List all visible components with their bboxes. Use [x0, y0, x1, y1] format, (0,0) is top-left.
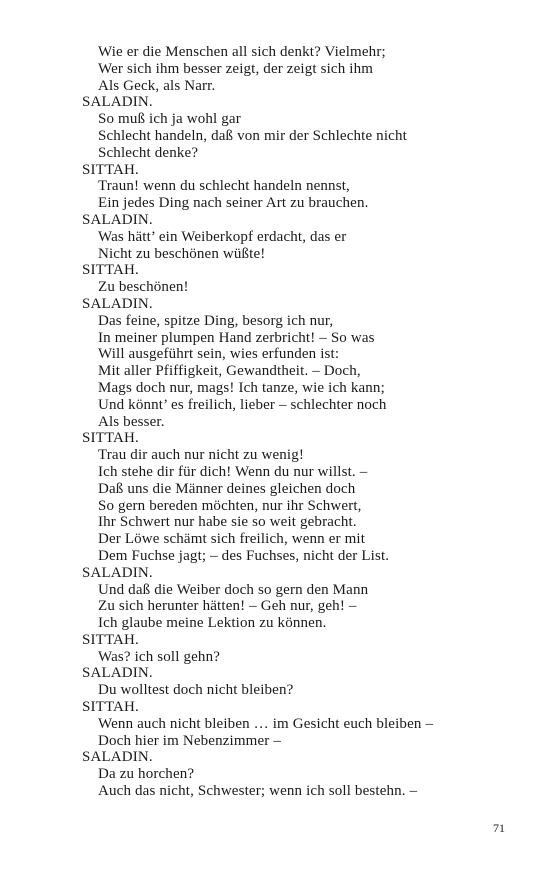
verse-line: Wie er die Menschen all sich denkt? Vielmehr;	[98, 44, 386, 60]
speaker-name: SALADIN.	[82, 564, 153, 581]
speaker-name: SALADIN.	[82, 94, 153, 111]
verse-line: Schlecht handeln, daß von mir der Schlechte nicht	[98, 127, 407, 144]
speaker-name: SALADIN.	[82, 749, 153, 766]
speaker-name: SALADIN.	[82, 211, 153, 228]
verse-line: Daß uns die Männer deines gleichen doch	[98, 480, 356, 497]
verse-line: Ich stehe dir für dich! Wenn du nur willst. –	[98, 463, 368, 480]
verse-line: Mags doch nur, mags! Ich tanze, wie ich kann;	[98, 379, 385, 396]
verse-line: Mit aller Pfiffigkeit, Gewandtheit. – Doch,	[98, 363, 361, 380]
verse-line: Du wolltest doch nicht bleiben?	[98, 682, 294, 699]
verse-line: Als Geck, als Narr.	[98, 77, 216, 94]
speaker-name: SALADIN.	[82, 295, 153, 312]
verse-line: Das feine, spitze Ding, besorg ich nur,	[98, 312, 334, 329]
verse-line: Trau dir auch nur nicht zu wenig!	[98, 447, 305, 464]
verse-line: Was? ich soll gehn?	[98, 648, 221, 665]
play-text	[82, 44, 522, 800]
verse-line: So gern bereden möchten, nur ihr Schwert,	[98, 497, 362, 514]
verse-line: Auch das nicht, Schwester; wenn ich soll bestehn. –	[98, 783, 418, 800]
verse-line: Was hätt’ ein Weiberkopf erdacht, das er	[98, 228, 347, 245]
verse-line: Will ausgeführt sein, wies erfunden ist:	[98, 346, 340, 363]
speaker-name: SITTAH.	[82, 430, 139, 447]
verse-line: In meiner plumpen Hand zerbricht! – So was	[98, 329, 375, 346]
verse-line: Ich glaube meine Lektion zu können.	[98, 615, 327, 632]
speaker-name: SITTAH.	[82, 699, 139, 716]
verse-line: Als besser.	[98, 413, 165, 430]
verse-line: Dem Fuchse jagt; – des Fuchses, nicht der List.	[98, 547, 390, 564]
speaker-name: SITTAH.	[82, 631, 139, 648]
page-number: 71	[493, 821, 505, 835]
speaker-name: SALADIN.	[82, 665, 153, 682]
verse-line: Traun! wenn du schlecht handeln nennst,	[98, 178, 350, 195]
verse-line: Ihr Schwert nur habe sie so weit gebracht.	[98, 514, 357, 531]
verse-line: Und könnt’ es freilich, lieber – schlechter noch	[98, 396, 387, 413]
verse-line: Doch hier im Nebenzimmer –	[98, 732, 282, 749]
verse-line: Nicht zu beschönen wüßte!	[98, 245, 266, 262]
verse-line: Schlecht denke?	[98, 144, 199, 161]
verse-line: Wer sich ihm besser zeigt, der zeigt sich ihm	[98, 60, 374, 77]
verse-line: Zu sich herunter hätten! – Geh nur, geh! –	[98, 598, 357, 615]
verse-line: Ein jedes Ding nach seiner Art zu brauchen.	[98, 195, 369, 212]
verse-line: Zu beschönen!	[98, 279, 189, 296]
speaker-name: SITTAH.	[82, 161, 139, 178]
verse-line: Wenn auch nicht bleiben … im Gesicht euch bleiben –	[98, 715, 434, 732]
verse-line: Der Löwe schämt sich freilich, wenn er mit	[98, 531, 366, 548]
speaker-name: SITTAH.	[82, 262, 139, 279]
verse-line: Da zu horchen?	[98, 766, 195, 783]
verse-line: So muß ich ja wohl gar	[98, 111, 241, 128]
verse-line: Und daß die Weiber doch so gern den Mann	[98, 581, 369, 598]
